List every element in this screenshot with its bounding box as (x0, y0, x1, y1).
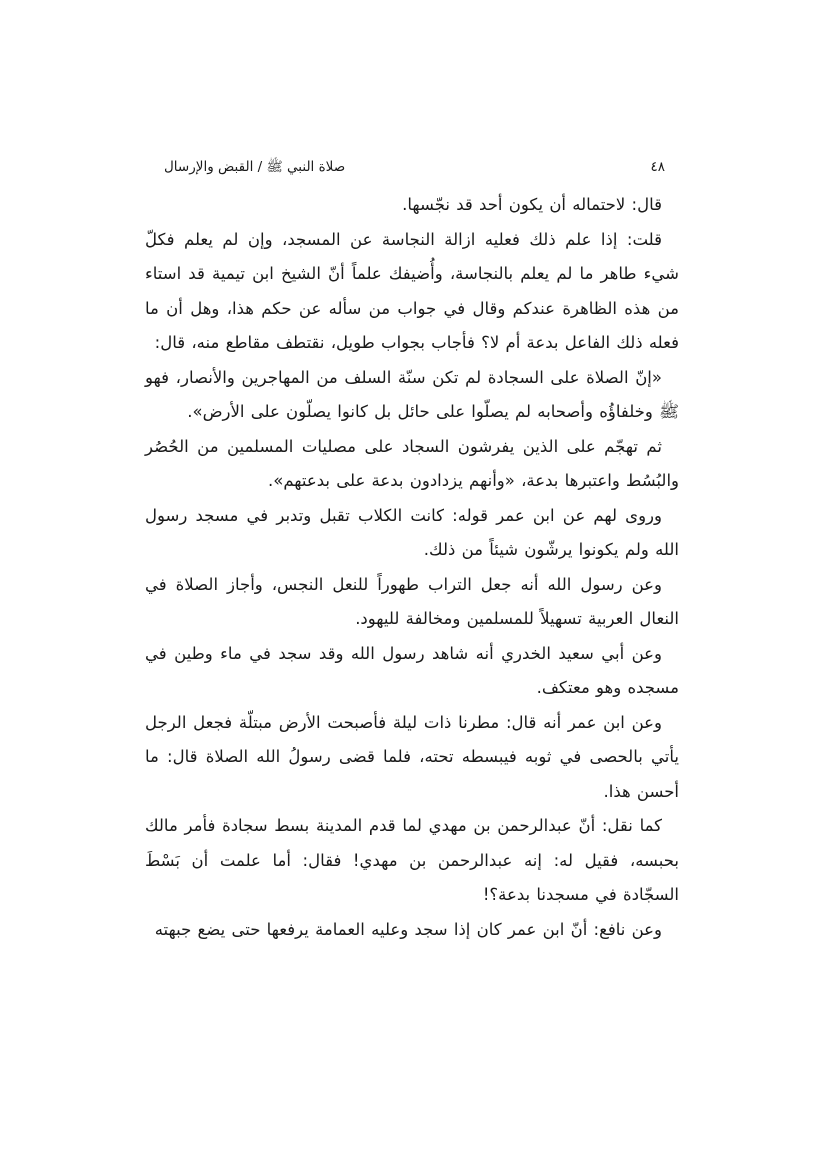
paragraph: ثم تهجّم على الذين يفرشون السجاد على مصليات المسلمين من الحُصُر والبُسُط واعتبرها بدعة، «وأنهم يزدادون بدعة على بدعتهم». (145, 436, 679, 490)
paragraph: وروى لهم عن ابن عمر قوله: كانت الكلاب تقبل وتدبر في مسجد رسول الله ولم يكونوا يرشّون شيئاً من ذلك. (145, 505, 679, 559)
paragraph: قال: لاحتماله أن يكون أحد قد نجّسها. (402, 195, 662, 214)
paragraph: «إنّ الصلاة على السجادة لم تكن سنّة السلف من المهاجرين والأنصار، فهو ﷺ وخلفاؤُه وأصحابه لم يصلّوا على حائل بل كانوا يصلّون على الأرض». (145, 367, 679, 421)
page-number: ٤٨ (650, 159, 665, 175)
paragraph: وعن أبي سعيد الخدري أنه شاهد رسول الله وقد سجد في ماء وطين في مسجده وهو معتكف. (145, 643, 679, 697)
paragraph: كما نقل: أنّ عبدالرحمن بن مهدي لما قدم المدينة بسط سجادة فأمر مالك بحبسه، فقيل له: إنه عبدالرحمن بن مهدي! فقال: أما علمت أن بَسْطَ السجّادة في مسجدنا بدعة؟! (145, 816, 679, 904)
paragraph: وعن نافع: أنّ ابن عمر كان إذا سجد وعليه العمامة يرفعها حتى يضع جبهته (154, 919, 662, 939)
paragraph: وعن ابن عمر أنه قال: مطرنا ذات ليلة فأصبحت الأرض مبتلّة فجعل الرجل يأتي بالحصى في ثوبه فيبسطه تحته، فلما قضى رسولُ الله الصلاة قال: ما أحسن هذا. (145, 712, 679, 801)
running-header (150, 158, 677, 178)
body-text (145, 188, 679, 947)
paragraph: قلت: إذا علم ذلك فعليه ازالة النجاسة عن المسجد، وإن لم يعلم فكلّ شيء طاهر ما لم يعلم بالنجاسة، وأُضيفك علماً أنّ الشيخ ابن تيمية قد استاء من هذه الظاهرة عندكم وقال في جواب من سأله عن حكم هذا، وهل أن ما فعله ذلك الفاعل بدعة أم لا؟ فأجاب بجواب طويل، نقتطف مقاطع منه، قال: (145, 229, 679, 352)
header-title: صلاة النبي ﷺ / القبض والإرسال (164, 159, 346, 175)
paragraph: وعن رسول الله أنه جعل التراب طهوراً للنعل النجس، وأجاز الصلاة في النعال العربية تسهيلاً للمسلمين ومخالفة لليهود. (145, 574, 679, 628)
